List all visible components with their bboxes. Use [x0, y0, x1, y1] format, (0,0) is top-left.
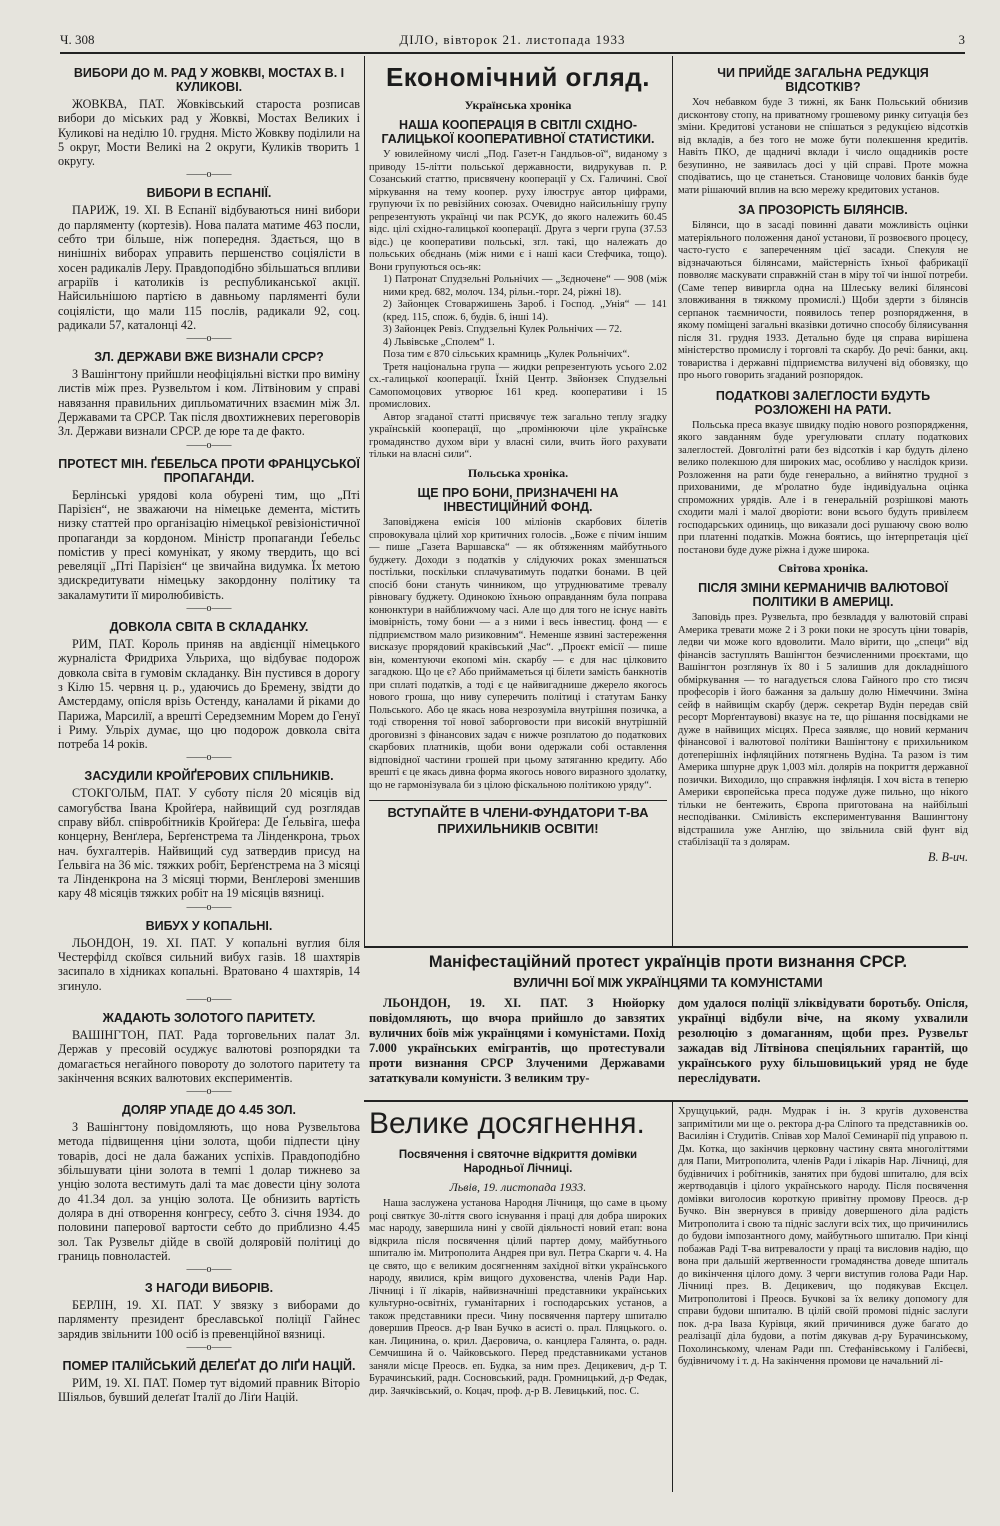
article-body: дом удалося поліції зліквідувати боротьбу. Опісля, українці відбули віче, на якому ухвалили резолюцію з домаганням, щоби през. Рузвельт зажадав від Літвінова спеціяльних гарантій, що українського руху більшовицький уряд не буде переслідувати. [678, 996, 968, 1085]
separator: ——о—— [186, 1342, 232, 1353]
page-index: 3 [958, 32, 965, 47]
separator: ——о—— [186, 603, 232, 615]
article-body: БЕРЛІН, 19. XI. ПАТ. У звязку з виборами до парляменту президент бреславської поліції Гайнес зарядив звільнити 100 осіб із превенційної вязниці. [58, 1298, 360, 1341]
article-title: ЖАДАЮТЬ ЗОЛОТОГО ПАРИТЕТУ. [102, 1010, 316, 1025]
masthead: ДІЛО, вівторок 21. листопада 1933 [399, 32, 626, 47]
article-body: ЛЬОНДОН, 19. XI. ПАТ. З Нюйорку повідомляють, що вчора прийшло до завзятих вуличних боїв між українцями і комуністами. Похід 7.000 українських емігрантів, що протестували проти визнання СРСР Злученими Державами зататкували комуністи. З великим тру- [369, 996, 665, 1085]
separator: ——о—— [186, 1086, 232, 1098]
article-title: НАША КООПЕРАЦІЯ В СВІТЛІ СХІДНО-ГАЛИЦЬКОЇ КООПЕРАТИВНОЇ СТАТИСТИКИ. [381, 118, 655, 147]
list-item: 3) Зайонцек Ревіз. Спудзельні Кулек Рольнічих — 72. [383, 324, 623, 336]
article-title: З НАГОДИ ВИБОРІВ. [144, 1281, 274, 1296]
article-body: ПАРИЖ, 19. XI. В Еспанії відбуваються нині вибори до парляменту (кортезів). Нова палата матиме 463 посли, себто три більше, ніж попередня. Здається, що в нинішніх виборах управить першенство соціялісти в хосен радикалів Леру. Правдоподібно збільшаться впливи аграріїв і католиків із республиканської акції. Найсильнішою партією в давньому парляменті були соціялісти, що мали 115 послів, радикали 92, соц. радикали 57, каталонці 42. [58, 203, 360, 332]
article-title: ДОЛЯР УПАДЕ ДО 4.45 ЗОЛ. [121, 1103, 297, 1118]
right-column [678, 60, 968, 944]
article-body: Хрущуцький, радн. Мудрак і ін. З кругів духовенства запримітили ми ще о. ректора д-ра Сліпого та представників оо. Василіян і Студитів. Співав хор Малої Семинарії під управою п. Дм. Котка, що закінчив церковну частину свята многоліттями для Папи, Митрополита, членів Ради і лікарів Нар. Лічниці, для будівничих і робітників, занятих при будові шпиталю, для всіх жертводавців і цілого українського народу. Після посвячення домівки виголосив короткую привітну промову Преосв. д-р Бучко. Він звернувся в привіду довершеного діла радість Митрополита і свою та підніс заслуги всіх тих, що причинились до будови імпозантного дому, майбутнього шпиталю. При кінці побажав Раді Т-ва витревалости у праці та висловив надію, що вона при дальшій жертвенности громадянства доведе шпиталь до викінчення цілого дому. З черги виступив голова Ради Нар. Лічниці през. В. Децикевич, що подякував Ексцел. Митрополитові і Преосв. Бучкові за їх велику допомогу для справи будови шпиталю. В цілій своїй промові підніс заслуги пок. д-ра Іваза Курівця, який причинився дуже багато до реалізації діла будови, а потім дякував д-ру Бурачинському, Похолинському, членам Ради пп. Стефанівському і Галібеєві, будівничому і т. д. На закінчення промови це начальний лі- [678, 1106, 968, 1367]
banner-headline: Маніфестаційний протест українців проти визнання СРСР. [428, 953, 908, 971]
article-title: ДОВКОЛА СВІТА В СКЛАДАНКУ. [109, 620, 309, 635]
article-body: РИМ, ПАТ. Король приняв на авдієнції німецького журналіста Фридриха Ульриха, що відбуває подорож довкола світа в гумовім складанку. Він пустився в дорогу з Кілю 15. червня ц. р., удаючись до Бремену, звідти до Амстердаму, опісля врізь Остенду, каналами й ріками до Парижа, Марсилії, а врешті Середземним Морем до Генуї і Риму. Ульріх думає, що цю подорож довкола світа потреба 14 років. [58, 637, 360, 752]
appeal-notice: ВСТУПАЙТЕ В ЧЛЕНИ-ФУНДАТОРИ Т-ВА ПРИХИЛЬНИКІВ ОСВІТИ! [387, 805, 649, 837]
article-title: ВИБОРИ ДО М. РАД У ЖОВКВІ, МОСТАХ В. І КУЛИКОВІ. [73, 66, 345, 94]
article-title: ЩЕ ПРО БОНИ, ПРИЗНАЧЕНІ НА ІНВЕСТИЦІЙНИЙ ФОНД. [417, 486, 619, 515]
middle-column [369, 60, 667, 940]
section-subtitle: Світова хроніка. [777, 561, 869, 575]
article-title: ЗАСУДИЛИ КРОЙҐЕРОВИХ СПІЛЬНИКІВ. [84, 769, 334, 784]
section-title: Економічний огляд. [385, 62, 651, 92]
article-title: ПОМЕР ІТАЛІЙСЬКИЙ ДЕЛЕҐАТ ДО ЛІҐИ НАЦІЙ. [62, 1359, 356, 1373]
column-divider [672, 1102, 673, 1492]
article-body: ВАШІНГТОН, ПАТ. Рада торговельних палат Зл. Держав у пресовій осуджує валютові розпорядки та домагається негайного повороту до золотого паритету та закінчення всяких валютових експериментів. [58, 1027, 360, 1085]
article-body: СТОКГОЛЬМ, ПАТ. У суботу після 20 місяців від самогубства Івана Кройґера, найвищий суд розглядав справу вйбл. співробітників Кройґера: Де Ґельвіга, шефа концерну, Венґлера, Берґенстрема та Лінденкрона, трьох нач. бухгалтерів. Найвищий суд затвердив присуд на Ґельвіга на 36 міс. тяжких робіт, Берґенстрема на 3 місяці та Лінденкрона на 3 місяці тюрми, Венґлерові зменшив кару 48 місяців тяжких робіт на 19 місяців вязниці. [58, 786, 360, 901]
article-body: Білянси, що в засаді повинні давати можливість оцінки матеріяльного положення даної установи, її розвоєвого процесу, часто-густо є запереченням цієї засади. Спекуля не відзначаються білянсами, майстерність їхньої фабрикації повволяє маскувати справжній стан в міру тої чи іншої потреби. (Саме тепер вивиргла одна на Шлеську великі білянсові зловживання в тяжкому промислі.) Щоби здерти з білянсів серпанок таємничости, появилось тепер розпорядження, в якому поміщені загальні вказівки дотично способу біляисування після 31. грудня 1933. Детально буде ця справа вирішена міністерство промислу і торговлі та скарбу. До речі: банки, акц. товариства і державні підприємства вилучені від обовязку, що про нього говорить згаданий розпорядок. [678, 220, 968, 381]
article-body: У ювилейному числі „Под. Газет-н Гандльов-ої“, виданому з приводу 15-літти польської державности, видрукував п. Р. Созанський статтю, присвячену кооперації у Сх. Галичині. Свої міркування на тему коопер. руху ілюструє автор цифрами, групуючи їх по ревізійних союзах. Очевидно найсильнішу групу репрезентують українці чи пак РСУК, до якого належить 60.45 відс. цілі східно-галицької кооперації. Друга з черги група (37.53 відс.) це кооперативи польські, згл. такі, що належать до польських обєднань (між ними є і наші каси Стефчика, тощо). Вони групуються ось-як: [369, 149, 667, 273]
list-item: 2) Зайонцек Стоваржишень Зароб. і Господ. „Унія“ — 141 (кред. 115, спож. 6, будів. 6, інші 14). [383, 299, 667, 323]
banner-rule [364, 946, 968, 948]
separator: ——о—— [186, 333, 232, 345]
author-signature: В. В-ич. [928, 849, 968, 864]
header-rule [60, 52, 965, 54]
article-body: Берлінські урядові кола обурені тим, що „Пті Парізієн“, не зважаючи на німецьке демента, містить низку статтей про організацію німецької ревізіоністичної пропаганди за кордоном. Міністр пропаганди Ґебельс помістив у пресі комунікат, у якому твердить, що всі ревеляції „Пті Парізієн“ це звичайна видумка. Їх метою здискредитувати німецьку закордонну політику та закаламутити її миролюбивість. [58, 487, 360, 602]
article-body: ЛЬОНДОН, 19. XI. ПАТ. У копальні вуглия біля Честерфілд скоївся сильний вибух газів. 18 шахтярів засипало в хідниках копальні. Вратовано 4 шахтярів, 14 згинуло. [58, 935, 360, 993]
left-column [58, 60, 360, 1500]
list-item: 4) Львівське „Сполем“ 1. [383, 336, 495, 348]
page-number: Ч. 308 [60, 32, 95, 47]
divider [369, 800, 667, 801]
feature-left [369, 1106, 667, 1498]
article-title: ПІСЛЯ ЗМІНИ КЕРМАНИЧІВ ВАЛЮТОВОЇ ПОЛІТИКИ В АМЕРИЦІ. [698, 581, 948, 610]
feature-subtitle: Посвячення і святочне відкриття домівки Народньої Лічниці. [398, 1149, 638, 1175]
banner-subheadline: ВУЛИЧНІ БОЇ МІЖ УКРАЇНЦЯМИ ТА КОМУНІСТАМИ [513, 976, 823, 990]
article-body: Заповіджена емісія 100 міліонів скарбових білетів спровокувала цілий хор критичних голосів. „Боже є пічим іншим — пише „Газета Варшавска“ — як обтяженням майбутнього буджету. Доходи з податків у слідуючих роках зменшаться постільки, поскільки сплачуватимуть податки бонами. В цей спосіб бони стануть чинником, що утруднюватиме тревалу рівновагу буджету. Одинокою їхньою оправданням була поправа конюнктури в найближчому часі. Але що для того не існує навіть імовірність, тому бони — а з ними і весь інвестиц. фонд — є підприємством мало ризиковним“. Неменше язвині застереження висказує прорядовий краківський „Час“. „Проєкт емісії — пише він, коментуючи екопомі мін. скарбу — є для нас цілковито загадкою. Що це є? Або приймаметься ці білети замість банкнотів при сплаті податків, а тоді є це найвигаднише джерело якогось нового гроша, що ниву суперечить політиці і статутам Банку Польського. Або це якась нова незрозуміла внутрішня позичка, а тоді створення тої нової заборговости при високій внутрішній дроговизні з фінансових задач є нижче розплатою до податкових скарбових платників, щоби вони одержали собі оставлення відповідної частини грошей при цьому затяганню кредиту. Або врешті є це якась дивна форма якогось нового виразного здолатку, що не гармонізувала би з цілою фіскальною політикою уряду“. [369, 517, 667, 791]
article-body: Поза тим є 870 сільських крамниць „Кулек Рольнічих“. [383, 349, 630, 361]
section-subtitle: Польська хроніка. [467, 465, 569, 480]
banner-text-left [369, 996, 665, 1096]
article-body: Заповідь през. Рузвельта, про безвладдя у валютовій справі Америка тревати може 2 і 3 роки поки не зросуть ціни товарів, ледви чи може кого вдоволити. Мало вірити, що „специ“ від фінансів заступлять Вашінгтон безчисленними проєктами, що Вашінгтон розглянув їх 80 і 5 залишив для докладнішого обміркування — то нагадується слова Гайного про сто тисяч професорів і його бажання за дальшу долю Німеччини. Зміна сейф в найвищім скарбу (держ. секретар Вудін передав свій ресорт Морґентаувові) вказує на те, що рішання посвідками не дуже в найвищих місцях. Преса заявляє, що новий керманич фінансової і валютової політики Вашінгтону є прихильником дотеперішніх інфляційних потягнень Вудіна. Та разом із тим Америка шпурне друк 1,003 міл. долярів на покриття державної позички. Виходило, що справжня інфляція. І хоч віста в теперю Америки європейська преса подуже дуже пильно, що нікого тільки не бентежить, Європа приготована на найбільші несподіванки. Сміливість експериментування Вашингтону відстрашила уже Англію, що звільнила свій фунт від стабілізації та з долярам. [678, 612, 968, 849]
article-body: Наша заслужена установа Народня Лічниця, що саме в цьому році святкує 30-ліття свого існування і праці для добра широких мас народу, завершила нині у своїй діяльності новий етап: вона відкрила після посвячення цілий партер дому, майбутнього шпиталю ім. Митрополита Андрея при вул. Петра Скарги ч. 4. На це свято, що є великим досягненням західної вітки українського народу, явилися, крім вищого духовенства, членів Ради Нар. Лічниці і її лікарів, найвизначніші представники українських культурно-освітніх, гуманітарних і господарських установ, а також представники преси. Чину посвячення партеру шпиталю довершив Преосв. д-р Іван Бучко в асисті о. прал. Пляцького. о. кан. Лицинина, о. крил. Даєровича, о. канцлера Галянта, о. радн. Семчишина й о. Чайковського. Перед представниками установ заняли місце Преосв. еп. Будка, за ним през. Децикевич, д-р Т. Бурачинський, радн. Сосновський, радн. Громницький, д-р Федак, дир. Заячківський, о. Коцач, проф. д-р В. Левицький, пос. С. [369, 1198, 667, 1397]
article-body: РИМ, 19. XI. ПАТ. Помер тут відомий правник Віторіо Шіяльов, бувший делеґат Італії до Ліґи Націй. [58, 1376, 360, 1405]
cooperative-list [369, 274, 667, 349]
separator: ——о—— [186, 439, 232, 451]
column-divider [364, 56, 365, 946]
separator: ——о—— [186, 169, 232, 181]
article-body: Хоч небавком буде 3 тижні, як Банк Польський обнизив дисконтову стопу, на приватному грошевому ринку ситуація без зміни. Кредитові установи не спішаться з редукцією відсотків від вкладів, а без того не може бути полекшення кредитів. Навіть ПКО, де щадничі вклади і число ощадників росте безупинно, не заявилась досі у цій справі. Проте можна сподіватись, що це станеться. Становище чолових банків буде мати рішаючий вплив на всю мережу кредитових установ. [678, 97, 968, 196]
feature-rule [364, 1100, 968, 1102]
column-divider [672, 56, 673, 946]
article-body: Автор згаданої статті присвячує теж загально теплу згадку українській кооперації, що „промінюючи ціле українське громадянство духом віри у власні сили, вчить його рахувати тільки на власні сили“. [369, 411, 667, 461]
page-header [60, 30, 965, 54]
article-title: ЗА ПРОЗОРІСТЬ БІЛЯНСІВ. [738, 203, 908, 217]
article-body: ЖОВКВА, ПАТ. Жовківський староста розписав вибори до міських рад у Жовкві, Мостах Великих і Куликові на неділю 10. грудня. Місто Жовкву поділили на 5 округ, Мости Великі на 2 округи, Куликів творить 1 округу. [58, 97, 360, 169]
article-body: Третя національна група — жидки репрезентують усього 2.02 сх.-галицької кооперації. Їхній Центр. Звйонзек Спудзельні Самопомоцових утворює 161 кред. кооперативи і 15 промислових. [369, 361, 667, 411]
separator: ——о—— [186, 901, 232, 913]
banner-text-right [678, 996, 968, 1096]
article-title: ЧИ ПРИЙДЕ ЗАГАЛЬНА РЕДУКЦІЯ ВІДСОТКІВ? [717, 66, 929, 94]
feature-right [678, 1106, 968, 1498]
list-item: 1) Патронат Спудзельні Рольнічих — „Зєдночене“ — 908 (між ними кред. 682, молоч. 134, рільн.-торг. 24, ріжні 18). [383, 274, 667, 298]
separator: ——о—— [186, 752, 232, 764]
article-body: З Вашінгтону прийшли неофіціяльні вістки про виміну листів між през. Рузвельтом і ком. Літвіновим у справі навязання правильних дипльоматичних взаємин між Зл. Державами та СРСР. Так після двохтижневих переговорів Зл. Держави визнали СРСР. де юре та де факто. [58, 367, 360, 439]
article-body: З Вашінгтону повідомляють, що нова Рузвельтова метода підвищення ціни золота, щоби підпести ціну товарів, досі не дала бажаних успіхів. Правдоподібно збільшувати ціни золота в темпі 1 долар тижнево за унцію золота вестимуть далі та має довести ціну золота до 41.34 дол. за унцію золота. Це обнизить вартість доляра в дні отворення конгресу, себто 3. січня 1934. до половини паперової вартости себто до приблизно 4.45 зол. Так Рузвельт дійде в своїй доляровій політиці до границь повноластей. [58, 1120, 360, 1263]
separator: ——о—— [186, 993, 232, 1005]
article-body: Польська преса вказує швидку подію нового розпорядження, якого завданням буде урегулювати сплату податкових залеглостей. Довголітні рати без відсотків і кар будуть ділено велико полекшою для широких мас, особливо у наслідок кризи. Розложення на рати буде генерально, а вийнятно трудної з прихованими, де м'ролатно буде індивідуальна оцінка спроможних урядів. Але і в генеральній розрішкові мають сходити малі і малої дворіоти: вони всього будуть привілеєм господарських одиниць, що виказали досі рушаючу свою волю при платенні податків. Можна боятись, що інтерпретація цієї постанови буде дуже ріжна і дуже широка. [678, 419, 968, 556]
article-title: ЗЛ. ДЕРЖАВИ ВЖЕ ВИЗНАЛИ СРСР? [94, 350, 324, 365]
separator: ——о—— [186, 1264, 232, 1276]
article-title: ПРОТЕСТ МІН. ҐЕБЕЛЬСА ПРОТИ ФРАНЦУСЬКОЇ ПРОПАГАНДИ. [58, 456, 360, 485]
dateline: Львів, 19. листопада 1933. [449, 1180, 587, 1194]
article-title: ПОДАТКОВІ ЗАЛЕГЛОСТИ БУДУТЬ РОЗЛОЖЕНІ НА РАТИ. [715, 388, 931, 417]
section-subtitle: Українська хроніка [464, 98, 572, 112]
feature-title: Велике досягнення. [369, 1107, 645, 1140]
article-title: ВИБУХ У КОПАЛЬНІ. [145, 918, 273, 933]
article-title: ВИБОРИ В ЕСПАНІЇ. [146, 186, 272, 201]
